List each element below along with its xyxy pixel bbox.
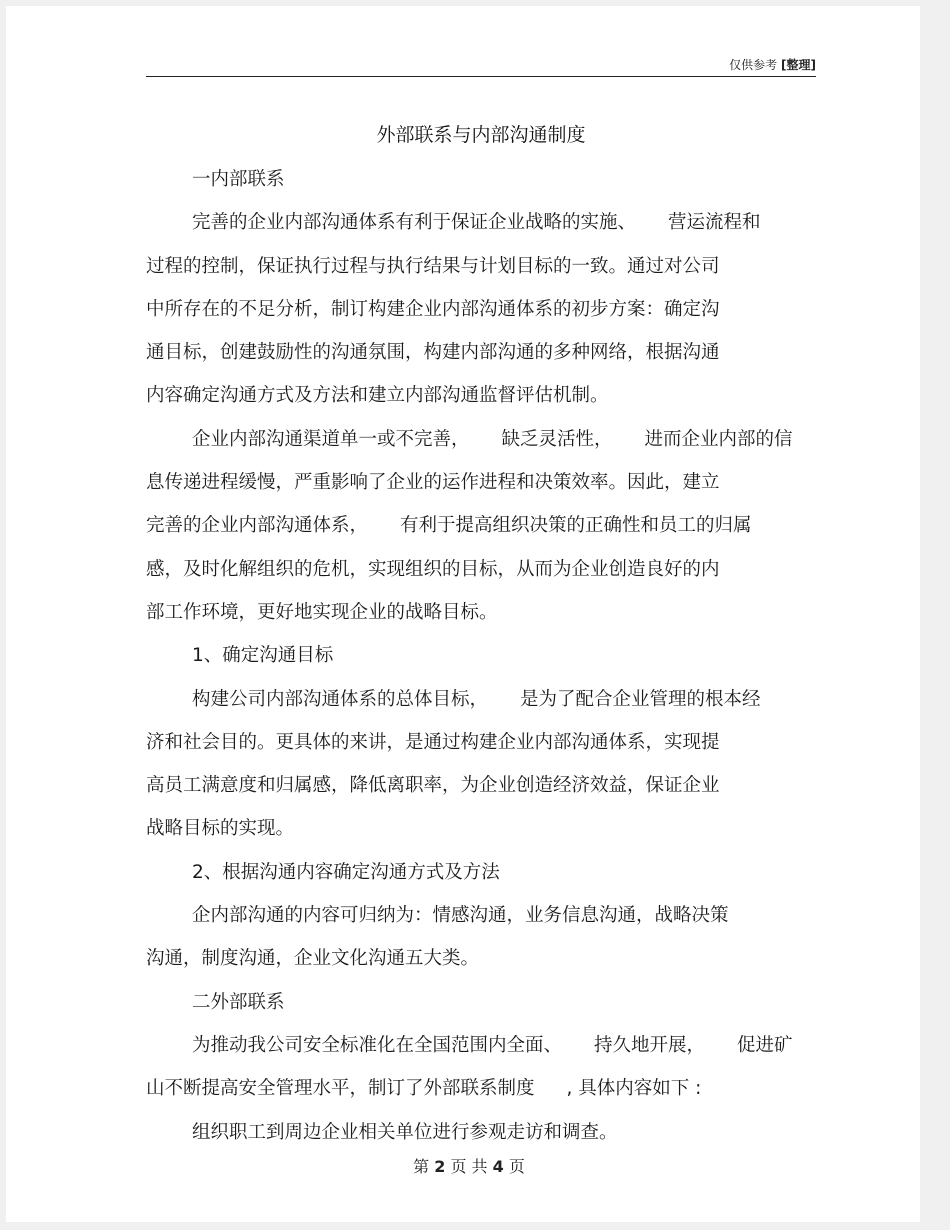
text-segment: 感，及时化解组织的危机，实现组织的目标，从而为企业创造良好的内: [146, 558, 720, 580]
footer-suffix: 页: [508, 1157, 525, 1176]
text-segment: 中所存在的不足分析，制订构建企业内部沟通体系的初步方案：确定沟: [146, 298, 720, 320]
text-line: [146, 688, 816, 712]
header-note: [146, 56, 816, 73]
text-line: [146, 1121, 816, 1145]
text-line: [146, 168, 816, 192]
text-segment: 山不断提高安全管理水平，制订了外部联系制度: [146, 1078, 535, 1100]
text-segment: 2、根据沟通内容确定沟通方式及方法: [192, 861, 500, 883]
footer-total-pages: 4: [492, 1157, 504, 1176]
text-segment: 济和社会目的。更具体的来讲，是通过构建企业内部沟通体系，实现提: [146, 731, 720, 753]
paragraph-lines: [146, 168, 816, 1145]
footer-current-page: 2: [434, 1157, 446, 1176]
text-line: [146, 1034, 816, 1058]
text-segment: 完善的企业内部沟通体系有利于保证企业战略的实施、: [192, 212, 637, 234]
text-segment: 通目标，创建鼓励性的沟通氛围，构建内部沟通的多种网络，根据沟通: [146, 342, 720, 364]
text-segment: 进而企业内部的信: [644, 428, 793, 450]
page-footer: [6, 1154, 932, 1177]
text-segment: 构建公司内部沟通体系的总体目标，: [192, 688, 489, 710]
text-line: [146, 817, 816, 841]
text-line: [146, 991, 816, 1015]
header-note-text: 仅供参考: [729, 58, 778, 72]
text-segment: 内容确定沟通方式及方法和建立内部沟通监督评估机制。: [146, 385, 609, 407]
text-line: [146, 298, 816, 322]
text-line: [146, 731, 816, 755]
text-segment: 持久地开展，: [594, 1034, 706, 1056]
document-title: 外部联系与内部沟通制度: [376, 124, 586, 146]
text-segment: 促进矿: [737, 1034, 793, 1056]
text-line: [146, 601, 816, 625]
text-segment: 高员工满意度和归属感，降低离职率，为企业创造经济效益，保证企业: [146, 775, 720, 797]
header-note-bracket: [整理]: [781, 58, 816, 72]
text-segment: 企业内部沟通渠道单一或不完善，: [192, 428, 470, 450]
text-segment: 1、确定沟通目标: [192, 645, 334, 667]
text-segment: 是为了配合企业管理的根本经: [520, 688, 761, 710]
footer-middle: 页 共: [450, 1157, 488, 1176]
text-line: [146, 514, 816, 538]
text-line: [146, 471, 816, 495]
text-line: [146, 904, 816, 928]
text-line: [146, 947, 816, 971]
text-segment: 息传递进程缓慢，严重影响了企业的运作进程和决策效率。因此，建立: [146, 472, 720, 494]
text-segment: 部工作环境，更好地实现企业的战略目标。: [146, 601, 498, 623]
text-line: [146, 774, 816, 798]
text-segment: 组织职工到周边企业相关单位进行参观走访和调查。: [192, 1121, 618, 1143]
text-segment: 沟通，制度沟通，企业文化沟通五大类。: [146, 948, 480, 970]
text-line: [146, 644, 816, 668]
text-segment: 企内部沟通的内容可归纳为：情感沟通，业务信息沟通，战略决策: [192, 905, 729, 927]
text-segment: 有利于提高组织决策的正确性和员工的归属: [400, 515, 752, 537]
text-line: [146, 211, 816, 235]
text-segment: 战略目标的实现。: [146, 818, 295, 840]
text-line: [146, 861, 816, 885]
document-body: [146, 120, 816, 1164]
text-line: [146, 384, 816, 408]
text-line: [146, 428, 816, 452]
text-segment: 营运流程和: [668, 212, 761, 234]
footer-prefix: 第: [413, 1157, 430, 1176]
text-segment: 缺乏灵活性，: [501, 428, 613, 450]
text-segment: 过程的控制，保证执行过程与执行结果与计划目标的一致。通过对公司: [146, 255, 720, 277]
text-segment: 完善的企业内部沟通体系，: [146, 515, 369, 537]
document-page: [6, 6, 920, 1222]
header-rule: [146, 76, 816, 77]
text-segment: , 具体内容如下 :: [566, 1078, 702, 1100]
text-line: [146, 341, 816, 365]
text-line: [146, 1077, 816, 1101]
text-segment: 为推动我公司安全标准化在全国范围内全面、: [192, 1034, 563, 1056]
text-line: [146, 558, 816, 582]
text-segment: 一内部联系: [192, 169, 285, 190]
text-line: [146, 255, 816, 279]
text-segment: 二外部联系: [192, 991, 285, 1013]
